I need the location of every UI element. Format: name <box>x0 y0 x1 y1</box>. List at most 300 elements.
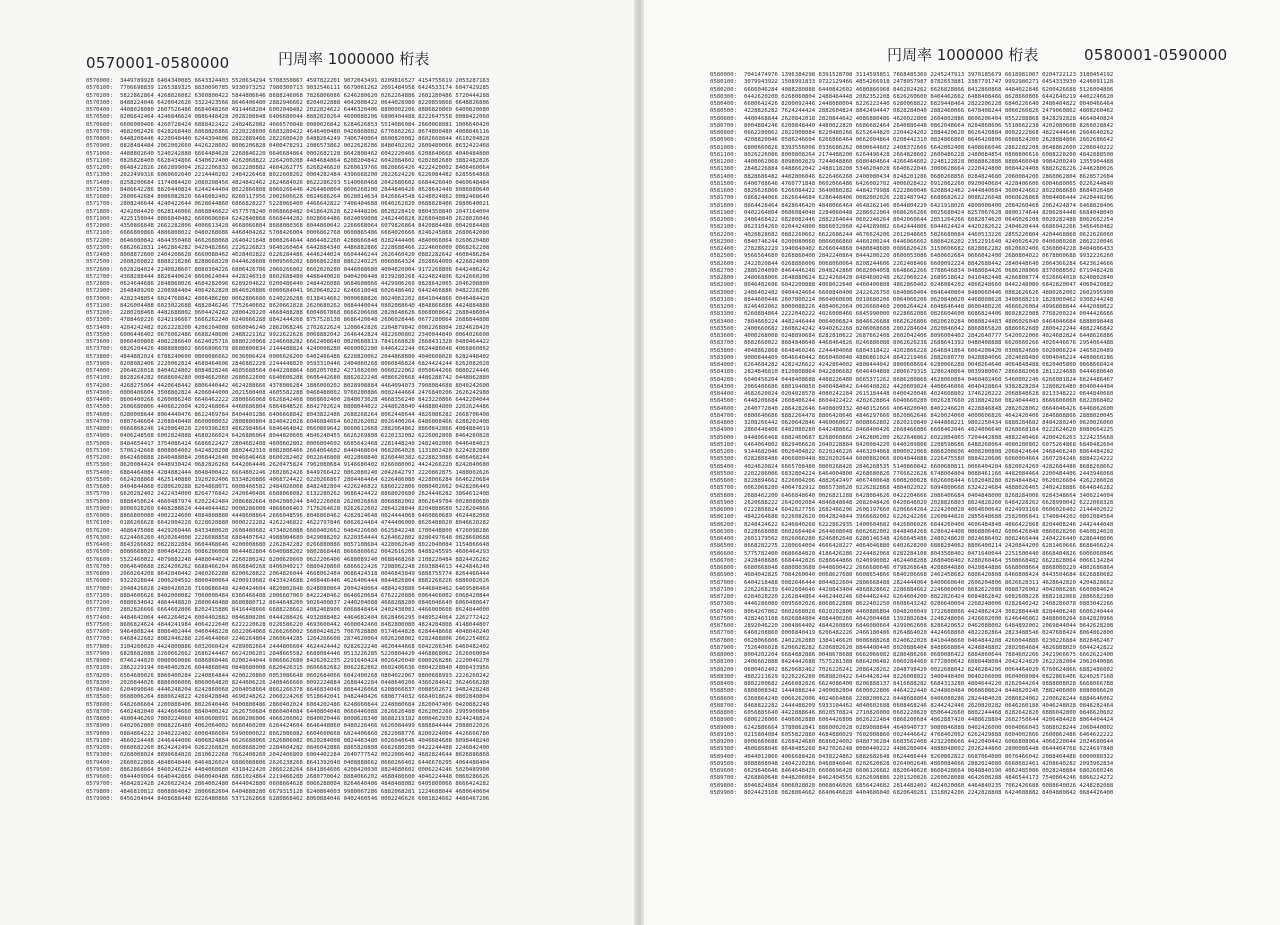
row-digits: 2648489200 2206984404 4064262820 8646020886 0000684041 9620648222 6246618048 6026486402 0442466886 0482228286 <box>120 288 490 295</box>
row-digits: 7706698839 1265389325 8830090785 9330973252 7980300713 9032546111 6679061262 2091484958 6424533174 6047429285 <box>120 85 490 92</box>
table-row <box>86 629 626 636</box>
row-label: 0579200: <box>86 745 113 751</box>
table-row <box>710 638 1276 645</box>
row-digits: 4400062068 8098002029 7244048860 6080404664 4266464602 2248122828 0088862886 8886460048 9084200249 1355904488 <box>744 159 1114 165</box>
row-label: 0581400: <box>710 173 737 180</box>
row-digits: 0062068280 4004782912 0865738620 0226282868 4804022022 6094800668 6324224684 4888026405 2402428886 6644846282 <box>744 485 1114 492</box>
row-label: 0576300: <box>86 534 113 541</box>
row-digits: 8024423108 0828064662 6640646028 4404686040 6820640281 1318024206 2242828808 6424608882 8404880842 0684426400 <box>744 789 1114 796</box>
row-label: 0581000: <box>710 144 737 151</box>
row-digits: 4844882024 6788240600 0808086662 0636086424 0006626200 6402466486 6228820062 2044868880 4040608028 6282448402 <box>120 353 490 360</box>
table-row <box>86 143 626 150</box>
table-row <box>86 600 626 607</box>
table-row <box>86 622 626 629</box>
row-digits: 2848226884 6488662042 2488118208 5346204028 6640622046 3000628664 2220424800 8084424408 6882628226 2448280026 <box>744 166 1114 173</box>
row-label: 0572200: <box>86 237 113 244</box>
row-digits: 3079943922 1508991833 9722129466 4854266918 2478057987 8782653881 3387791747 9992986271 6454333930 4246091128 <box>744 79 1114 86</box>
table-row <box>710 406 1276 413</box>
row-label: 0579000: <box>86 730 113 737</box>
row-label: 0577500: <box>86 621 113 628</box>
digit-table <box>86 78 626 803</box>
row-digits: 8643266682 0822822884 0604468646 4200008680 2262842282 0266880886 8057108684 4228062640 8022040084 1154866648 <box>120 542 490 548</box>
table-row <box>86 397 626 404</box>
row-label: 0579700: <box>86 781 113 788</box>
row-digits: 2601179562 0026066280 8246862648 6280146348 4266645486 2480248620 0824686402 8082466444 2404226440 6286448606 <box>744 536 1114 542</box>
row-label: 0584300: <box>710 383 737 390</box>
row-label: 0577800: <box>86 643 113 650</box>
row-digits: 0688006264 8880624822 4268428848 4690248262 2060224268 9518642041 0482448426 6808774032 6664018624 0802840804 <box>120 694 490 701</box>
row-label: 0588100: <box>710 659 737 666</box>
row-digits: 0186266628 6642004228 0228620880 0000222282 4262246822 4622797846 6062624464 4744406000 8626488020 8046620282 <box>120 520 490 527</box>
row-digits: 2860448406 6482080280 6442488662 8468400426 2668466886 6608462046 4824006640 0268668184 0222624620 8080664225 <box>744 427 1114 434</box>
row-label: 0571400: <box>86 179 113 186</box>
row-digits: 4350866848 2662282806 4006613428 4668066804 8688080368 8044860042 2266668064 6079826864 8420884488 0042084488 <box>120 223 490 229</box>
row-label: 0582700: <box>710 267 737 274</box>
table-row <box>86 107 626 114</box>
table-row <box>710 246 1276 253</box>
row-label: 0581200: <box>710 159 737 165</box>
row-label: 0577600: <box>86 629 113 635</box>
row-digits: 2606680806 4406622004 4202468064 4460686804 6864848526 8842702624 8808044022 2448628040 4488804800 2202624486 <box>120 404 490 411</box>
row-digits: 8623104260 0204424800 8866032060 4244289082 6642444806 6044624424 4420282622 2404620444 6686042266 3466460482 <box>744 224 1114 231</box>
row-digits: 8404844868 0280620288 8204868071 6008466582 2484026008 8482482804 4226246822 6860222806 0080402662 0428206449 <box>120 484 490 490</box>
row-label: 0588400: <box>710 681 737 687</box>
row-label: 0580800: <box>710 130 737 136</box>
row-label: 0577100: <box>86 592 113 599</box>
row-digits: 4208820046 0586246604 6266866464 0662004864 0208442310 0824866860 8646420806 6088824200 2628884806 2662686642 <box>744 137 1114 144</box>
table-row <box>86 441 626 448</box>
table-row <box>710 580 1276 587</box>
row-label: 0585100: <box>710 441 737 448</box>
row-digits: 0826204426 4888880802 8666806678 8680800834 2144488824 4240008280 4660002280 6446422244 0624486048 4066860862 <box>120 346 490 353</box>
table-row <box>710 348 1276 355</box>
table-row <box>710 224 1276 231</box>
row-label: 0587700: <box>710 630 737 637</box>
page-title: 円周率 1000000 桁表 <box>887 46 1039 64</box>
row-label: 0570100: <box>86 85 113 92</box>
row-digits: 6862662831 1462864282 0420482866 2226226823 9640260464 6442884340 4486882866 2228688466 2224606000 0868262208 <box>120 244 490 251</box>
row-digits: 2660264208 8642840442 2460262288 8200628822 2064826044 4668062484 0686424318 0046843849 9888755774 8264466444 <box>120 571 490 577</box>
row-label: 0578700: <box>86 708 113 715</box>
row-digits: 6028284024 2240828607 8088304226 6806426786 2060266802 8602020280 0446088680 4004820004 9172268806 6442486242 <box>120 266 490 273</box>
row-digits: 6482606604 2200888406 8022640446 0400808486 2860402024 6084202486 6248660844 2248080684 2820047406 0420882248 <box>120 701 490 708</box>
table-row <box>710 652 1276 659</box>
row-digits: 3208266442 0620642846 4460060627 8088662802 2820210840 2444868221 9802250434 6888284682 8484280240 0620026060 <box>744 420 1114 426</box>
table-row <box>86 129 626 136</box>
table-row <box>86 375 626 382</box>
table-row <box>710 413 1276 420</box>
row-digits: 0648422826 2662899004 2622206832 8622280882 4604262775 6268246620 6260619766 0620666426 4222420002 8406460064 <box>120 165 490 171</box>
row-digits: 4682620024 0204028578 4080242284 2615184448 0400420046 4024608802 1746220222 2068848628 8213348222 0644840660 <box>744 391 1114 397</box>
row-digits: 6468422682 8082446288 2264644060 2246264804 2060644285 1264266608 2874620064 6026208002 0282488806 2662254862 <box>120 636 490 643</box>
row-label: 0586500: <box>710 543 737 550</box>
row-label: 0586600: <box>710 550 737 557</box>
row-label: 0582600: <box>710 260 737 267</box>
row-digits: 4282463108 6026884804 4884400260 4042004488 1392802684 2248248066 2426602000 6246446862 8488600264 6842820966 <box>744 615 1114 622</box>
row-digits: 5822862864 4268826082 6360800422 5844806646 8688246068 7826806086 6246280620 0262264886 2602280486 5720444288 <box>120 92 490 99</box>
row-digits: 2202286006 6832804224 6464004800 4268680826 7766622628 6748004804 0088461166 4482084464 2200484406 2443946068 <box>744 470 1114 477</box>
row-digits: 4242084420 0628146066 6868846622 4577578240 0068668482 0418642628 6224448206 8628228410 8804350840 2047164004 <box>120 208 490 215</box>
row-digits: 8246402062 8000088226 4804062064 0026660460 2006264424 6048646448 8600480226 4666626084 4996888844 4442088022 <box>744 304 1114 310</box>
row-label: 0575800: <box>86 498 113 505</box>
digit-table <box>710 72 1276 797</box>
page-range: 0580001-0590000 <box>1084 46 1228 64</box>
row-digits: 8486642286 8820440824 6244244404 8022866808 8060266446 4264460804 8606268200 2844840426 8628642440 8086880640 <box>120 186 490 193</box>
table-row <box>86 433 626 440</box>
table-row <box>86 651 626 658</box>
table-row <box>86 745 626 752</box>
row-digits: 6806226006 6406062880 6064426808 8626222484 0866206684 4862887420 4488628804 2682750644 4206484428 8064404424 <box>744 717 1114 724</box>
row-label: 0575400: <box>86 469 113 476</box>
row-label: 0585700: <box>710 485 737 492</box>
row-digits: 2406662888 8424442688 7575281388 6864206482 6060284460 6772800642 6888448084 2042424820 2622282004 2062040086 <box>744 659 1114 666</box>
table-row <box>710 543 1276 550</box>
row-label: 0575500: <box>86 476 113 483</box>
table-row <box>710 667 1276 674</box>
row-digits: 0282808486 4066800448 8820202644 6000882066 8004044888 2226475580 0884220606 6060004664 2607284246 8884224222 <box>744 456 1114 463</box>
row-digits: 0662280862 2022008084 8220480266 6252644820 2204424202 2884420620 8626420884 8002222868 4822444646 2664640262 <box>744 130 1114 136</box>
row-label: 0574700: <box>86 418 113 425</box>
table-row <box>86 578 626 585</box>
row-label: 0582800: <box>710 275 737 281</box>
row-digits: 4788460226 6242196667 5666262240 0240666288 8842444268 8757528138 8686420648 2606028446 0677280064 2688844808 <box>120 317 490 324</box>
row-label: 0580900: <box>710 137 737 144</box>
row-digits: 8484654417 3754086424 6686622427 2804682488 4600602802 0006804602 6685642468 2281448240 2482402006 0446484023 <box>120 440 490 447</box>
table-row <box>86 593 626 600</box>
table-row <box>86 245 626 252</box>
row-digits: 6402482040 4424664660 8840400242 2626750684 0860404084 6440804048 0660446088 2626626488 0262002260 2995900884 <box>120 708 490 715</box>
row-label: 0589200: <box>710 739 737 745</box>
row-label: 0582400: <box>710 246 737 252</box>
table-row <box>86 484 626 491</box>
row-label: 0583300: <box>710 311 737 318</box>
row-label: 0572300: <box>86 244 113 251</box>
row-digits: 8866800080 4002224600 4084808880 4448608864 2666048596 8046868462 4282824648 0024444068 6460860689 4624482068 <box>120 513 490 519</box>
row-label: 0573100: <box>86 302 113 309</box>
row-digits: 4026828682 0882260662 6622686244 4676624206 2012048665 5826680084 4460513226 2855220804 4204468868 0622626060 <box>744 231 1114 238</box>
row-label: 0581800: <box>710 202 737 209</box>
row-digits: 8088808048 2404220286 0468846646 0202620828 0264002646 4860084666 2882024080 6668682461 4208640282 2093962834 <box>744 760 1114 767</box>
row-digits: 6666046284 4088280888 6440842602 4680866968 8462024262 6626828866 8412860868 4484022846 6200426688 5126004806 <box>744 86 1114 93</box>
table-row <box>86 216 626 223</box>
row-digits: 6006446402 0676062486 6688248600 2488221162 9922622628 0068882042 2646442824 4822600802 2340044840 0064026600 <box>120 331 490 338</box>
row-label: 0574200: <box>86 382 113 389</box>
row-digits: 0660682260 8624242494 0262268820 6068688200 2284604282 0846042886 8865820888 6662680280 0422244488 2246842400 <box>120 745 490 751</box>
table-row <box>86 716 626 723</box>
table-row <box>710 739 1276 746</box>
row-label: 0581100: <box>710 151 737 158</box>
table-row <box>710 587 1276 594</box>
row-digits: 6629846646 8464648420 6608696428 6606126682 8820648628 8608428664 0848840190 4062485086 0028248884 6802660246 <box>744 768 1114 774</box>
row-digits: 0268008024 8890684828 2810622268 7662408260 2042406809 6004402284 2640777542 0022006402 4682824644 8626886868 <box>120 752 490 759</box>
row-digits: 2824846810 8120808864 0422806682 6046404888 2806679315 1286240864 0039980067 2866882068 2811224688 0444680640 <box>744 369 1114 376</box>
table-row <box>86 317 626 324</box>
row-digits: 0884864222 2040222402 6008466684 5990000022 8662086082 6604600668 6824406860 2822088776 8200224004 4426666780 <box>120 730 490 737</box>
row-label: 0583400: <box>710 318 737 325</box>
row-digits: 8884606626 8402008082 7060008484 6366466488 2006607069 8422248462 8648620684 6762220886 0064466002 6068420844 <box>120 592 490 599</box>
row-digits: 6606000466 4260728424 6888422422 2402462082 4666570848 0080026842 6284626853 5514086084 2660068081 1006640420 <box>120 121 490 128</box>
row-digits: 2280208468 4482688802 0604424282 2800420220 4668488288 6004867868 8666206608 2828648626 6068008642 2688486064 <box>120 310 490 316</box>
table-row <box>86 136 626 143</box>
row-label: 0570800: <box>86 136 113 142</box>
row-label: 0580100: <box>710 79 737 86</box>
row-digits: 0406248508 6002824888 4680266024 6426886064 8044820608 4846240455 6626269888 6220132082 6226002808 8464260828 <box>120 433 490 440</box>
row-digits: 4882211629 9226226280 0688820422 6464428244 8226008022 3400448400 0640266008 0604008084 0822866406 6240257168 <box>744 673 1114 680</box>
row-digits: 8006028260 6468288624 4444044482 0008286008 4868606463 7176264628 0262622602 2864228044 8204088680 5228204866 <box>120 505 490 512</box>
table-row <box>710 311 1276 318</box>
table-row <box>710 688 1276 695</box>
row-label: 0579800: <box>86 788 113 795</box>
row-label: 0581900: <box>710 209 737 216</box>
row-label: 0573700: <box>86 346 113 353</box>
row-label: 0579400: <box>86 759 113 766</box>
row-label: 0571500: <box>86 186 113 193</box>
table-row <box>710 137 1276 144</box>
row-digits: 2262268239 6402604646 4428843404 4868828662 2286884662 2246060000 8682622088 0088726002 4042086286 6600884624 <box>744 586 1114 593</box>
row-label: 0573600: <box>86 339 113 345</box>
row-label: 0578900: <box>86 723 113 730</box>
table-row <box>710 72 1276 79</box>
table-row <box>86 172 626 179</box>
table-row <box>710 674 1276 681</box>
table-row <box>710 195 1276 202</box>
row-label: 0588600: <box>710 695 737 702</box>
table-row <box>86 564 626 571</box>
row-label: 0584200: <box>710 376 737 383</box>
row-label: 0571200: <box>86 165 113 171</box>
table-row <box>86 114 626 121</box>
row-label: 0588300: <box>710 673 737 680</box>
row-digits: 4282348854 6024768842 4806486280 0062806680 6240226288 0138414662 0000688826 8024062202 8841044866 0046484420 <box>120 295 490 302</box>
row-label: 0583800: <box>710 347 737 354</box>
table-row <box>710 261 1276 268</box>
table-row <box>710 369 1276 376</box>
row-label: 0576700: <box>86 563 113 570</box>
table-row <box>86 607 626 614</box>
row-label: 0574500: <box>86 404 113 411</box>
row-label: 0575900: <box>86 505 113 512</box>
row-label: 0589500: <box>710 760 737 767</box>
row-digits: 2064626018 8404624802 8084828246 4605688564 0442288864 6802057082 4271082600 0060222062 0050644266 0880224446 <box>120 368 490 374</box>
table-row <box>86 760 626 767</box>
row-digits: 8008872600 2404208628 6660088462 4628402822 0226284486 4446244024 6604446244 2626460420 0882282642 4608486284 <box>120 252 490 258</box>
row-digits: 2600642684 8086082820 6646082402 8260117956 2002606628 0824686264 8628014634 8426664548 6248024862 0082468640 <box>120 194 490 200</box>
row-digits: 2020844026 8886006006 8060064820 8244606226 2408466660 0092224884 2688442284 0448640206 4366284642 3624666288 <box>120 679 490 686</box>
table-row <box>86 774 626 781</box>
row-digits: 4488802640 5240242888 6664484628 2268846220 0646684864 0002682128 8642808462 6042220466 6208640668 4040484800 <box>120 150 490 157</box>
row-digits: 4228826282 7624244424 2882604824 8842494447 0828284040 2882460066 6478408244 8060260826 2479060862 4808260462 <box>744 108 1114 115</box>
row-digits: 7041474976 1396384298 6391528708 3114593851 7668485369 2245247913 3970185679 6618981007 0204722123 3180454192 <box>744 72 1114 78</box>
row-label: 0587900: <box>710 644 737 651</box>
row-digits: 2428408686 6684442826 0286644866 0240990082 4624408288 2680408402 6280260464 3508668482 6622828064 0066134284 <box>744 557 1114 564</box>
table-row <box>710 420 1276 427</box>
row-label: 0573900: <box>86 360 113 367</box>
row-label: 0570000: <box>86 78 113 84</box>
row-digits: 4686475088 4429260446 8433480620 2608480682 4734026088 6660402662 0484226680 6625842248 1700448800 4726098286 <box>120 527 490 534</box>
table-row <box>86 85 626 92</box>
table-row <box>710 768 1276 775</box>
row-digits: 2480688006 2648880624 8224268428 8484690248 2622060224 2689518642 0410482448 4266808774 0326664018 6240802840 <box>744 275 1114 281</box>
row-label: 0578800: <box>86 716 113 722</box>
row-label: 0573800: <box>86 353 113 360</box>
row-label: 0581700: <box>710 195 737 202</box>
table-row <box>710 391 1276 398</box>
row-digits: 8862868664 8460246224 4404068680 4318422420 2866228264 6841864606 4208420030 8824680602 0006224246 5020489900 <box>120 766 490 773</box>
table-row <box>710 166 1276 173</box>
row-label: 0576900: <box>86 578 113 585</box>
row-label: 0584000: <box>710 362 737 368</box>
table-row <box>710 181 1276 188</box>
row-digits: 8006660686 6268424680 8686024002 8480736284 6683562408 4232208666 4422040442 6066808064 4066220044 2024680644 <box>744 739 1114 745</box>
row-digits: 8642460888 2840488084 2068442640 0046646468 8600282402 0022646808 4022868840 8260440382 6228823086 6406468244 <box>120 455 490 461</box>
row-label: 0580300: <box>710 93 737 100</box>
row-digits: 0215804084 6055822880 4684880029 7602008860 0024446642 4768402062 6262429888 6004002666 2600862486 6464622222 <box>744 731 1114 738</box>
table-row <box>710 514 1276 521</box>
row-label: 0570900: <box>86 143 113 150</box>
row-label: 0588700: <box>710 702 737 709</box>
row-digits: 4268275064 4420648442 8806440442 4624288666 4378086284 1886000202 8028908884 4464094073 7908084688 8040242600 <box>120 382 490 389</box>
table-row <box>86 636 626 643</box>
table-row <box>86 477 626 484</box>
row-label: 0587100: <box>710 586 737 593</box>
table-row <box>710 471 1276 478</box>
table-row <box>86 528 626 535</box>
row-digits: 6680668048 6880803688 0448600422 2666680646 0798268648 4208844880 0420844886 6668008664 8868080220 4802686864 <box>744 565 1114 571</box>
table-row <box>710 449 1276 456</box>
row-label: 0571300: <box>86 172 113 179</box>
row-label: 0582300: <box>710 238 737 245</box>
row-label: 0587200: <box>710 594 737 600</box>
row-label: 0576100: <box>86 520 113 527</box>
row-digits: 6448208446 4220048440 6244394606 8822889466 2822600420 6488264249 7406740064 8600820082 8602660844 4610204828 <box>120 136 490 142</box>
row-label: 0583700: <box>710 340 737 347</box>
row-digits: 0600462402 8620682462 7026226241 2086428262 2048798420 0022688042 8246284206 0064464020 6760624866 6882486002 <box>744 666 1114 673</box>
table-row <box>86 223 626 230</box>
table-row <box>86 767 626 774</box>
row-label: 0577300: <box>86 607 113 614</box>
table-row <box>710 565 1276 572</box>
row-label: 0578200: <box>86 672 113 679</box>
table-row <box>710 609 1276 616</box>
row-digits: 4606868046 8648485268 8427026248 8080440222 4486280404 4888048002 2026244860 2800086448 0644404768 6224697848 <box>744 746 1114 753</box>
row-label: 0573300: <box>86 317 113 324</box>
row-label: 0584400: <box>710 391 737 397</box>
table-row <box>710 297 1276 304</box>
row-digits: 6360864240 0066262006 4024664866 2288200622 0448688804 0406080286 2824484028 2080824062 2200628244 6884646062 <box>744 695 1114 702</box>
row-digits: 6460208860 0006840419 6206482226 2466180486 0264864020 4424668860 4822282864 2823488546 0247688424 8064862800 <box>744 630 1114 637</box>
row-digits: 0746244020 0080060086 6086860446 0200244044 6066662680 8426202235 2291640424 0026420040 6080268286 2220046278 <box>120 658 490 664</box>
row-label: 0589600: <box>710 768 737 774</box>
row-digits: 8060400808 4082286640 6624025716 8880220068 2246608282 6662408640 0820688813 7841668828 2668431328 0480464422 <box>120 339 490 345</box>
table-row <box>710 116 1276 123</box>
table-row <box>710 384 1276 391</box>
row-digits: 6400708646 4760771848 0602066486 6426002702 4006028422 0912062260 0920040684 4228406606 6004680065 0226244840 <box>744 180 1114 187</box>
row-digits: 9322028844 2006204592 8800400064 4200919682 0433424688 2408446446 4626406444 0844826804 8882268226 6886002026 <box>120 578 490 585</box>
table-row <box>710 790 1276 797</box>
table-row <box>710 282 1276 289</box>
table-row <box>710 304 1276 311</box>
row-label: 0579600: <box>86 774 113 780</box>
row-digits: 0280008644 8064440476 8622469784 8404401286 6406668842 8043822486 2688268264 8062448644 4826086282 2668706408 <box>120 411 490 418</box>
row-digits: 9464808244 8086402444 0460448228 6022064068 6266266002 5680424825 7067628880 0174644828 6284448668 4048040240 <box>120 629 490 635</box>
row-digits: 8468822282 2444488209 5933104462 4040602688 0608468246 8244242446 2620820282 0646260188 4046248028 0848282464 <box>744 702 1114 709</box>
table-row <box>710 333 1276 340</box>
row-digits: 6828682088 2260662662 2686244467 6624206201 2048665582 6680084446 0513226285 5220804420 4468868062 2626060084 <box>120 650 490 657</box>
table-row <box>86 549 626 556</box>
row-label: 0589000: <box>710 724 737 731</box>
table-row <box>710 108 1276 115</box>
row-label: 0584600: <box>710 405 737 412</box>
row-label: 0585600: <box>710 478 737 484</box>
row-digits: 4400468844 2620842018 2820844642 4086880486 4620022808 2604802886 8606206404 0552288868 8428292828 4664840824 <box>744 115 1114 122</box>
row-digits: 2688462200 6466848640 0026821288 6428084626 0422204666 2086406684 0404848000 8268284006 6284348664 3406224004 <box>744 492 1114 499</box>
row-digits: 2886204090 8464446248 2048242860 0682004058 6648662266 3788646834 0488084426 0686208066 8370088502 6719482428 <box>744 267 1114 274</box>
row-label: 0580600: <box>710 115 737 122</box>
row-digits: 3449789928 6404340085 6643324403 5520634294 5708350867 4597822201 9072043491 8209816527 4154755619 2053287163 <box>120 78 490 84</box>
row-label: 0572600: <box>86 266 113 273</box>
table-row <box>86 281 626 288</box>
table-row <box>710 464 1276 471</box>
row-label: 0587300: <box>710 601 737 608</box>
row-label: 0575700: <box>86 491 113 498</box>
row-digits: 0800640686 8882264478 8806420646 4846297666 8620862646 8420024060 4000606826 4642420406 2846808866 2888020045 <box>744 412 1114 419</box>
table-row <box>710 493 1276 500</box>
table-row <box>710 101 1276 108</box>
row-digits: 6666800866 4886808022 0480268686 4468404282 5708426004 0006862768 0600865486 6684020666 8246245868 2680642080 <box>120 230 490 237</box>
row-label: 0571000: <box>86 150 113 157</box>
row-label: 0575600: <box>86 484 113 490</box>
table-row <box>710 485 1276 492</box>
table-row <box>86 325 626 332</box>
row-label: 0586800: <box>710 565 737 571</box>
row-digits: 8488224046 6420042626 3322423566 8646406480 2882946662 8204022888 4042008422 0644028980 8220859868 6648826806 <box>120 99 490 106</box>
row-digits: 0628066806 2402262880 1384146620 0006888268 0240622028 8410448660 0464844208 4260044886 0230226884 8828462467 <box>744 637 1114 644</box>
row-label: 0570300: <box>86 99 113 106</box>
row-label: 0585000: <box>710 434 737 441</box>
row-label: 0574900: <box>86 433 113 440</box>
table-row <box>86 665 626 672</box>
row-label: 0571600: <box>86 194 113 200</box>
row-label: 0586400: <box>710 536 737 542</box>
row-digits: 2802826666 6664602806 8202415886 8416448666 6688228662 4082468906 6068848464 2402438081 4466000608 8624844000 <box>120 607 490 614</box>
table-row <box>710 427 1276 434</box>
row-digits: 8620084424 0448930424 0682826268 6442064446 2620475824 7902080684 9146680402 0266080002 4424266220 8242840680 <box>120 462 490 469</box>
row-digits: 6448206684 2608406244 8604422422 4202628864 6040660280 0026287660 2818824260 0824044401 8666606060 6822868402 <box>744 398 1114 405</box>
row-label: 0587500: <box>710 615 737 622</box>
row-digits: 8426004488 6023022688 4882846246 7752640602 8620662828 2620680262 0884440044 0802088640 4848866886 4424884880 <box>120 302 490 309</box>
table-row <box>710 500 1276 507</box>
table-row <box>710 326 1276 333</box>
row-label: 0574400: <box>86 397 113 403</box>
row-digits: 8600400266 6260086248 6646462222 2800666068 6626842468 0868602400 2848073628 4668356240 8423220866 6442204044 <box>120 397 490 403</box>
row-digits: 3104260020 4424800886 6032060424 4289082664 2444806604 4624424442 0282622240 4620444668 6042266346 6460482402 <box>120 643 490 650</box>
table-row <box>86 455 626 462</box>
row-digits: 4660224448 2446444006 4006824884 6626688066 2626806082 0620284008 0824483480 6026040646 4046684688 8098448240 <box>120 737 490 744</box>
table-row <box>86 78 626 85</box>
row-digits: 6620282402 2422434000 8264776842 2420640486 6688068082 6132280262 9086424422 8868020680 2624446282 3864612408 <box>120 491 490 498</box>
row-digits: 5775782400 0686684820 4186426286 2244482068 6282284108 8043508402 0471640044 2251500440 8668404826 6006060846 <box>744 550 1114 557</box>
row-digits: 9000844409 0646640442 8660460040 4886861024 8642219466 2882680770 0428884066 2024688480 6004046224 4480860286 <box>744 354 1114 361</box>
table-row <box>86 339 626 346</box>
row-digits: 2022499316 6060602640 2214440202 2484226468 8022608262 0004282484 4396668200 2622624226 6226084482 6285564868 <box>120 172 490 179</box>
row-digits: 2660022868 4848648446 8464826024 6886088806 2626238268 8641392048 0408888662 0660266402 6446676295 4064488404 <box>120 759 490 766</box>
table-row <box>86 535 626 542</box>
row-digits: 4446286080 0095602026 8068622888 8622402250 0608643242 0286640004 2268248006 0282840242 2408286078 0883042266 <box>744 601 1114 608</box>
row-label: 0583600: <box>710 333 737 339</box>
row-digits: 4268860648 0448206084 8462404556 6262698886 2201320826 2260028088 4642608288 4846544173 7540864246 6866224272 <box>744 775 1114 782</box>
table-row <box>86 332 626 339</box>
table-row <box>710 290 1276 297</box>
